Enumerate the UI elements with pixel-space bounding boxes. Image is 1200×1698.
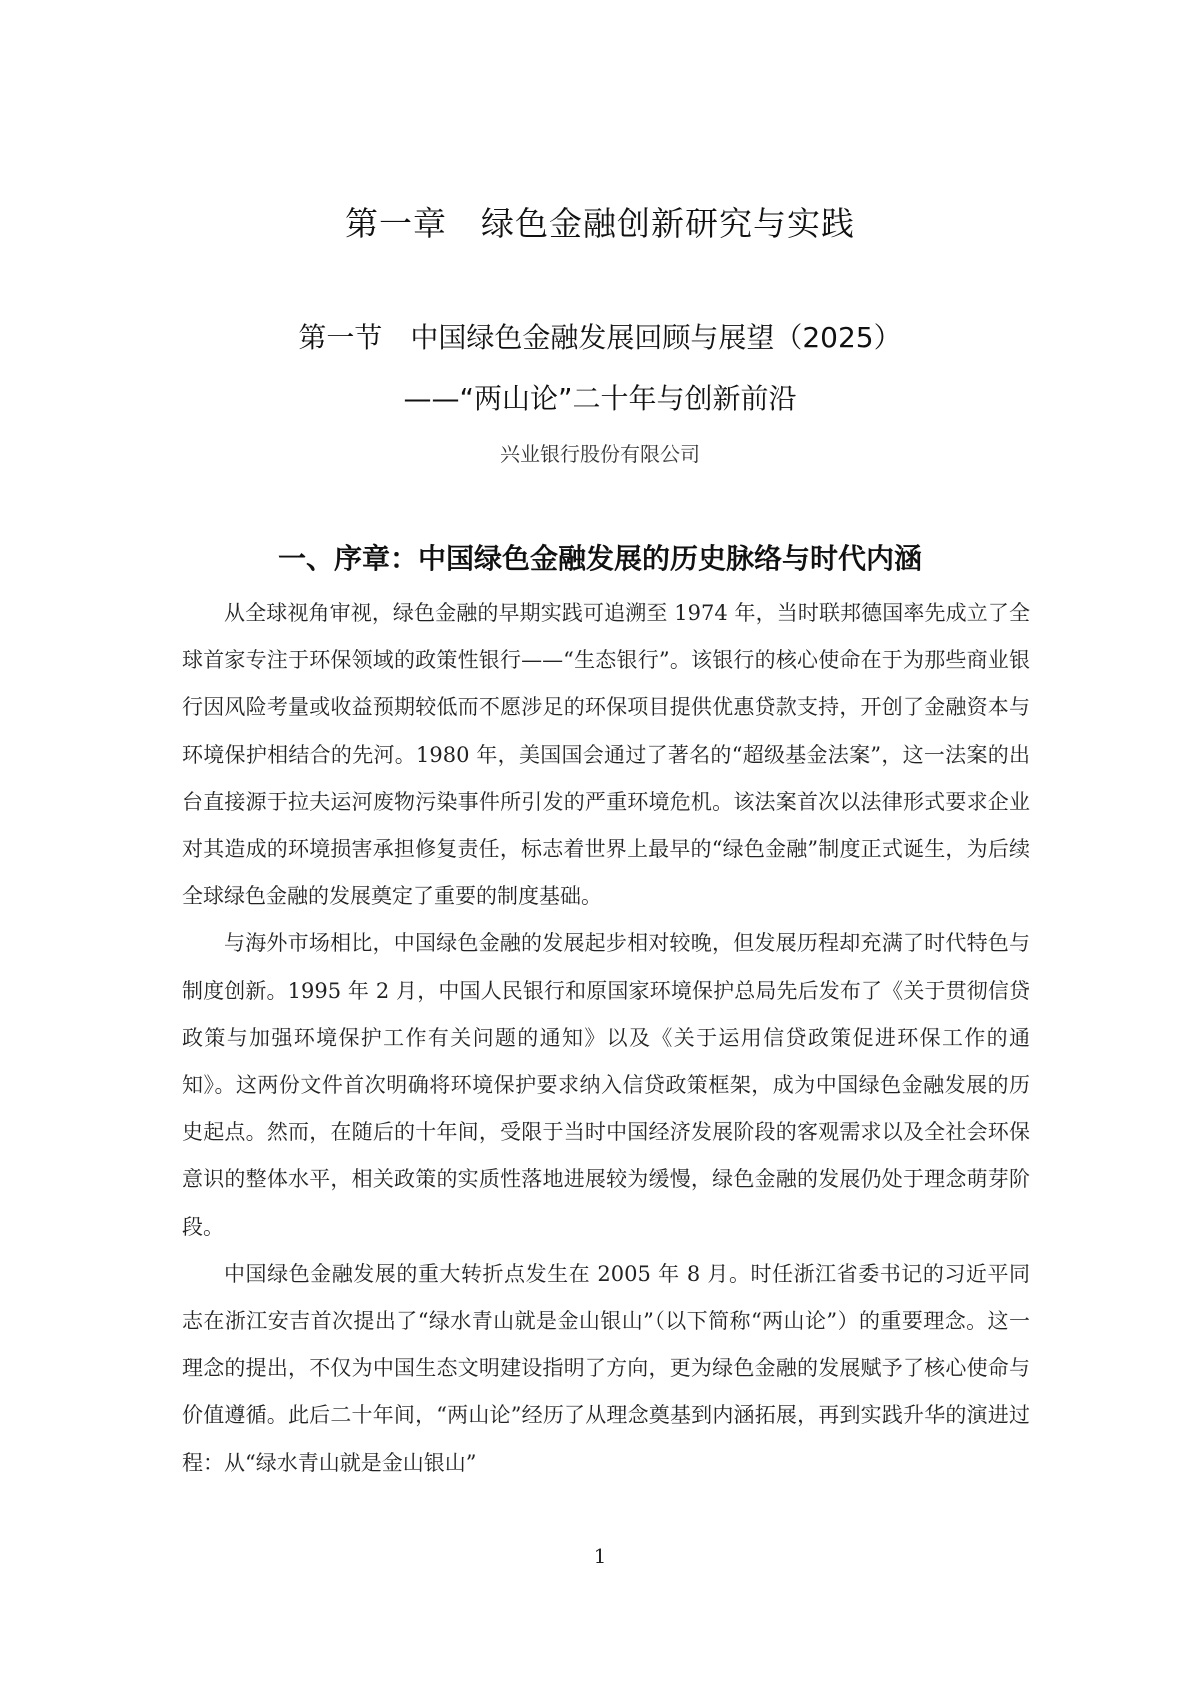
body-text [182, 590, 1030, 1487]
author-organization: 兴业银行股份有限公司 [500, 442, 700, 466]
paragraph: 中国绿色金融发展的重大转折点发生在 2005 年 8 月。时任浙江省委书记的习近平同志在浙江安吉首次提出了“绿水青山就是金山银山”（以下简称“两山论”）的重要理念。这一理念的提出，不仅为中国生态文明建设指明了方向，更为绿色金融的发展赋予了核心使命与价值遵循。此后二十年间，“两山论”经历了从理念奠基到内涵拓展，再到实践升华的演进过程：从“绿水青山就是金山银山” [182, 1261, 1030, 1475]
chapter-title: 第一章 绿色金融创新研究与实践 [345, 204, 855, 243]
page-number: 1 [593, 1544, 607, 1568]
paragraph: 与海外市场相比，中国绿色金融的发展起步相对较晚，但发展历程却充满了时代特色与制度创新。1995 年 2 月，中国人民银行和原国家环境保护总局先后发布了《关于贯彻信贷政策与加强环境保护工作有关问题的通知》以及《关于运用信贷政策促进环保工作的通知》。这两份文件首次明确将环境保护要求纳入信贷政策框架，成为中国绿色金融发展的历史起点。然而，在随后的十年间，受限于当时中国经济发展阶段的客观需求以及全社会环保意识的整体水平，相关政策的实质性落地进展较为缓慢，绿色金融的发展仍处于理念萌芽阶段。 [182, 931, 1030, 1239]
section-title: 第一节 中国绿色金融发展回顾与展望（2025） [298, 321, 902, 354]
paragraph: 从全球视角审视，绿色金融的早期实践可追溯至 1974 年，当时联邦德国率先成立了全球首家专注于环保领域的政策性银行——“生态银行”。该银行的核心使命在于为那些商业银行因风险考量或收益预期较低而不愿涉足的环保项目提供优惠贷款支持，开创了金融资本与环境保护相结合的先河。1980 年，美国国会通过了著名的“超级基金法案”，这一法案的出台直接源于拉夫运河废物污染事件所引发的严重环境危机。该法案首次以法律形式要求企业对其造成的环境损害承担修复责任，标志着世界上最早的“绿色金融”制度正式诞生，为后续全球绿色金融的发展奠定了重要的制度基础。 [182, 601, 1030, 909]
heading-prologue: 一、序章：中国绿色金融发展的历史脉络与时代内涵 [277, 542, 922, 575]
section-subtitle: ——“两山论”二十年与创新前沿 [403, 382, 797, 415]
